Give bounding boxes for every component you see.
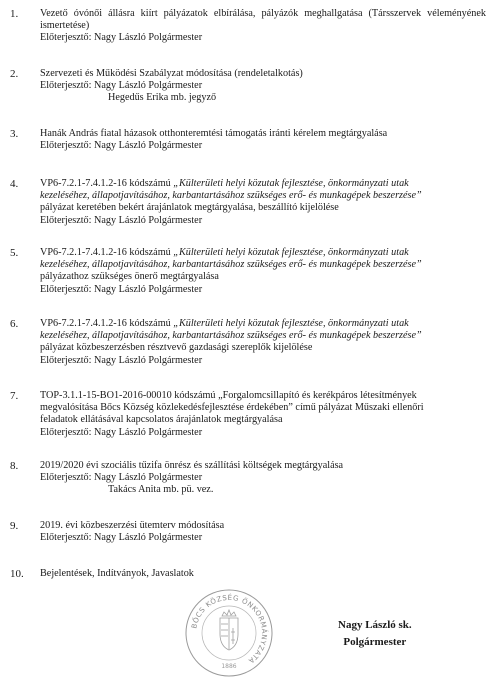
item-number: 8. — [10, 460, 19, 472]
item-presenter: Előterjesztő: Nagy László Polgármester — [40, 532, 203, 544]
item-title: Bejelentések, Indítványok, Javaslatok — [40, 568, 194, 579]
item-presenter: Előterjesztő: Nagy László Polgármester — [40, 472, 203, 484]
item-number: 6. — [10, 318, 19, 330]
item-presenter: Előterjesztő: Nagy László Polgármester — [40, 354, 203, 366]
item-title-rest: pályázat keretében bekért árajánlatok megtárgyalása, beszállító kijelölése — [40, 202, 339, 214]
item-number: 1. — [10, 8, 19, 20]
item-italic-title: „Külterületi helyi közutak fejlesztése, önkormányzati utak — [173, 178, 409, 189]
item-number: 2. — [10, 68, 19, 80]
item-presenter-2: Hegedűs Erika mb. jegyző — [108, 92, 217, 104]
signature-block — [338, 617, 412, 651]
item-code: VP6-7.2.1-7.4.1.2-16 kódszámú — [40, 247, 171, 258]
item-presenter: Előterjesztő: Nagy László Polgármester — [40, 426, 203, 438]
item-title-rest: pályázathoz szükséges önerő megtárgyalása — [40, 271, 219, 283]
item-number: 3. — [10, 128, 19, 140]
stamp-year: 1886 — [221, 663, 237, 670]
item-presenter: Előterjesztő: Nagy László Polgármester — [40, 283, 203, 295]
item-title: Szervezeti és Működési Szabályzat módosítása (rendeletalkotás) — [40, 68, 303, 79]
item-code: VP6-7.2.1-7.4.1.2-16 kódszámú — [40, 178, 171, 189]
item-presenter-2: Takács Anita mb. pü. vez. — [108, 484, 214, 496]
item-italic-title: „Külterületi helyi közutak fejlesztése, önkormányzati utak — [173, 247, 409, 258]
item-code: VP6-7.2.1-7.4.1.2-16 kódszámú — [40, 318, 171, 329]
item-italic-title: „Külterületi helyi közutak fejlesztése, önkormányzati utak — [173, 318, 409, 329]
item-number: 10. — [10, 568, 24, 580]
item-number: 7. — [10, 390, 19, 402]
item-title-line-2: megvalósítása Bőcs Község közlekedésfejlesztése érdekében” című pályázat Műszaki ellenőri — [40, 402, 424, 414]
stamp-text: BŐCS KÖZSÉG ÖNKORMÁNYZATA — [190, 593, 269, 665]
item-title: Hanák András fiatal házasok otthonteremtési támogatás iránti kérelem megtárgyalása — [40, 128, 388, 139]
item-number: 9. — [10, 520, 19, 532]
item-presenter: Előterjesztő: Nagy László Polgármester — [40, 214, 203, 226]
item-number: 5. — [10, 247, 19, 259]
item-italic-title-cont: kezeléséhez, állapotjavításához, karbantartásához szükséges erő- és munkagépek beszerzése” — [40, 330, 422, 342]
signature-name: Nagy László sk. — [338, 619, 412, 631]
item-title-line-1: TOP-3.1.1-15-BO1-2016-00010 kódszámú „Forgalomcsillapító és kerékpáros létesítmények — [40, 390, 417, 401]
item-title: 2019/2020 évi szociális tűzifa önrész és szállítási költségek megtárgyalása — [40, 460, 344, 471]
signature-role: Polgármester — [343, 636, 407, 648]
coat-of-arms-icon — [220, 610, 238, 650]
item-title: 2019. évi közbeszerzési ütemterv módosítása — [40, 520, 225, 531]
item-title-line-3: feladatok ellátásával kapcsolatos árajánlatok megtárgyalása — [40, 414, 283, 426]
item-presenter: Előterjesztő: Nagy László Polgármester — [40, 140, 203, 152]
item-italic-title-cont: kezeléséhez, állapotjavításához, karbantartásához szükséges erő- és munkagépek beszerzése” — [40, 259, 422, 271]
official-stamp — [184, 588, 274, 678]
item-title-rest: pályázat közbeszerzésben résztvevő gazdasági szereplők kijelölése — [40, 342, 313, 354]
item-presenter: Előterjesztő: Nagy László Polgármester — [40, 32, 203, 44]
item-italic-title-cont: kezeléséhez, állapotjavításához, karbantartásához szükséges erő- és munkagépek beszerzése” — [40, 190, 422, 202]
item-presenter: Előterjesztő: Nagy László Polgármester — [40, 80, 203, 92]
item-number: 4. — [10, 178, 19, 190]
item-title: Vezető óvónői állásra kiírt pályázatok elbírálása, pályázók meghallgatása (Társszervek véleményének ismertetése) — [40, 8, 486, 32]
